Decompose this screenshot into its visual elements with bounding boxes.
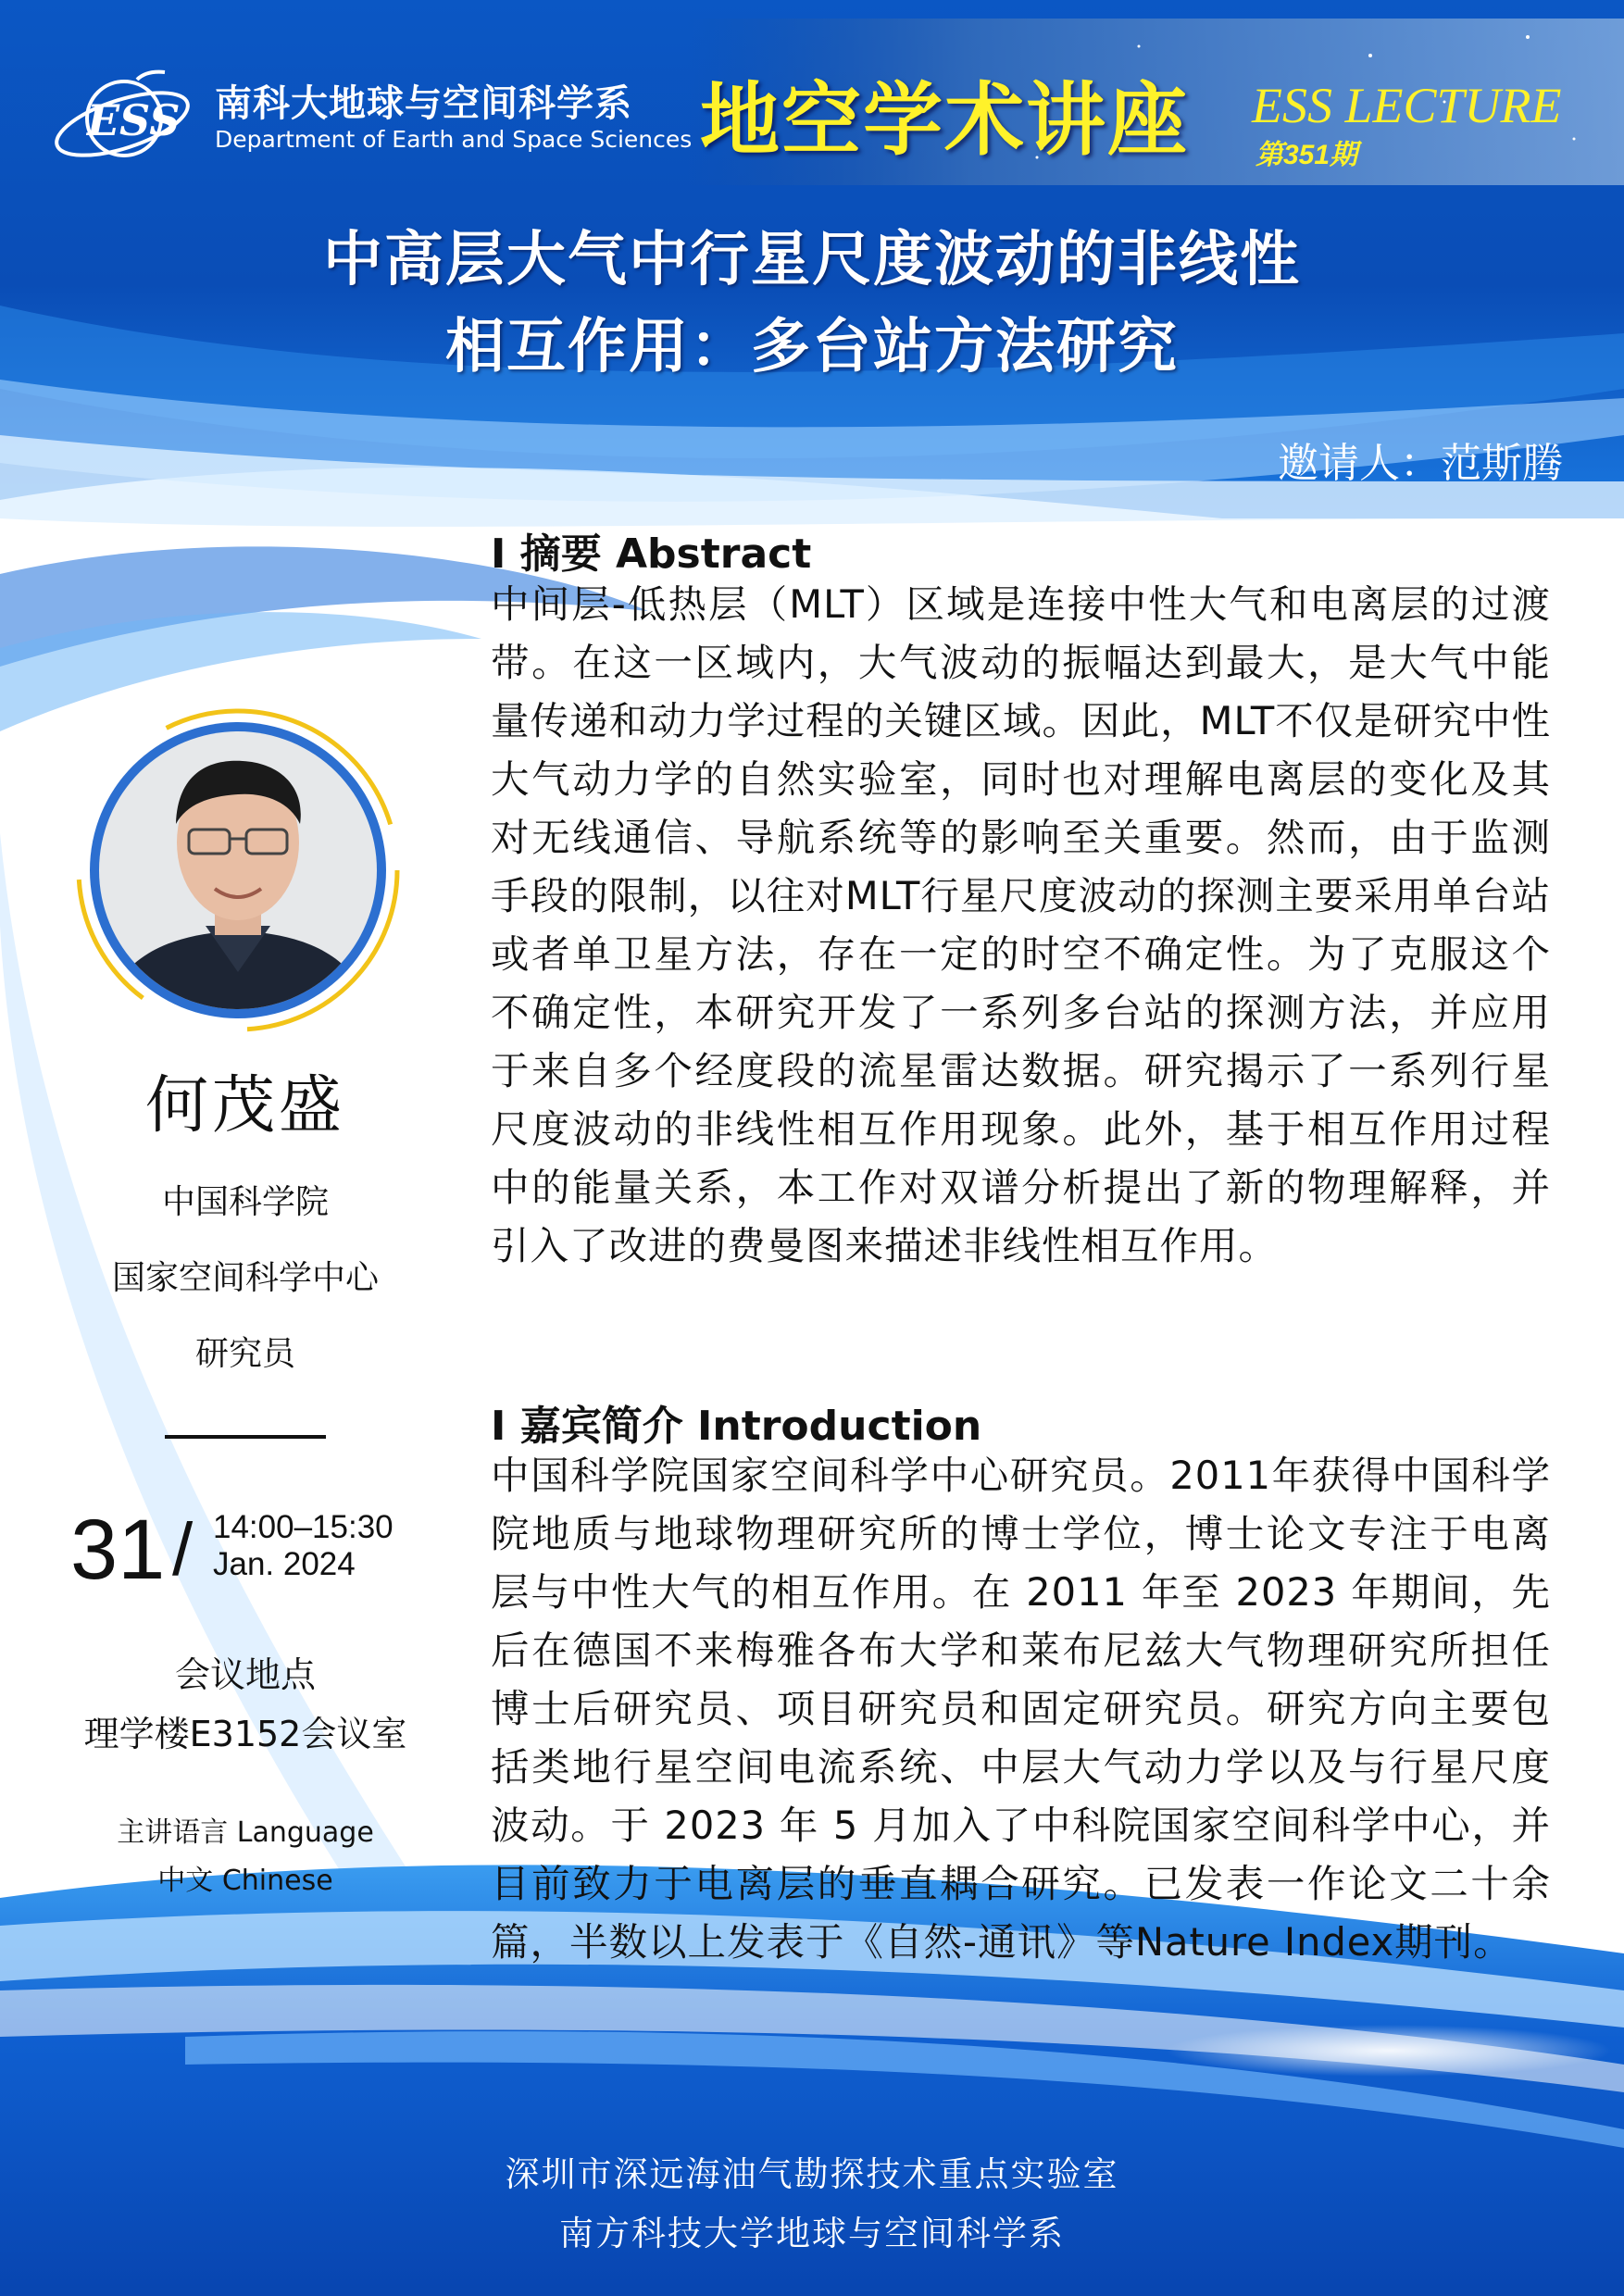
talk-title-line1: 中高层大气中行星尺度波动的非线性 [323, 226, 1301, 294]
ess-logo-icon [48, 67, 206, 168]
speaker-name: 何茂盛 [144, 1069, 345, 1142]
lecture-series-title: 地空学术讲座 [700, 73, 1189, 167]
footer-department: 南方科技大学地球与空间科学系 [559, 2214, 1065, 2253]
issue-number: 第351期 [1255, 140, 1358, 170]
date-slash: / [172, 1508, 194, 1591]
language-label: 主讲语言 Language [117, 1816, 374, 1849]
department-header [48, 67, 692, 168]
event-day: 31 [70, 1503, 166, 1597]
speaker-position: 研究员 [194, 1335, 295, 1373]
talk-title-line2: 相互作用：多台站方法研究 [445, 313, 1179, 381]
language: 中文 Chinese [157, 1865, 333, 1897]
abstract-text: 中间层-低热层（MLT）区域是连接中性大气和电离层的过渡带。在这一区域内，大气波动的振幅达到最大，是大气中能量传递和动力学过程的关键区域。因此，MLT不仅是研究中性大气动力学的自然实验室，同时也对理解电离层的变化及其对无线通信、导航系统等的影响至关重要。然而，由于监测手段的限制，以往对MLT行星尺度波动的探测主要采用单台站或者单卫星方法，存在一定的时空不确定性。为了克服这个不确定性，本研究开发了一系列多台站的探测方法，并应用于来自多个经度段的流星雷达数据。研究揭示了一系列行星尺度波动的非线性相互作用现象。此外，基于相互作用过程中的能量关系，本工作对双谱分析提出了新的物理解释，并引入了改进的费曼图来描述非线性相互作用。 [491, 581, 1551, 1268]
speaker-photo [57, 704, 418, 1037]
footer-lab: 深圳市深远海油气勘探技术重点实验室 [505, 2154, 1119, 2194]
venue: 理学楼E3152会议室 [83, 1714, 407, 1754]
speaker-affiliation-2: 国家空间科学中心 [111, 1259, 379, 1297]
venue-label: 会议地点 [174, 1654, 316, 1695]
introduction-heading: I 嘉宾简介 Introduction [491, 1403, 982, 1450]
abstract-heading: I 摘要 Abstract [491, 530, 812, 578]
department-name-en: Department of Earth and Space Sciences [215, 126, 693, 153]
event-time: 14:00–15:30 [213, 1509, 394, 1545]
department-name-cn: 南科大地球与空间科学系 [215, 82, 632, 125]
event-month-year: Jan. 2024 [213, 1546, 356, 1582]
svg-text:ESS: ESS [87, 95, 181, 145]
introduction-text: 中国科学院国家空间科学中心研究员。2011年获得中国科学院地质与地球物理研究所的博士学位，博士论文专注于电离层与中性大气的相互作用。在 2011 年至 2023 年期间，先后在德国不来梅雅各布大学和莱布尼兹大气物理研究所担任博士后研究员、项目研究员和固定研究员。研究方向主要包括类地行星空间电流系统、中层大气动力学以及与行星尺度波动。于 2023 年 5 月加入了中科院国家空间科学中心，并目前致力于电离层的垂直耦合研究。已发表一作论文二十余篇，半数以上发表于《自然-通讯》等Nature Index期刊。 [491, 1453, 1551, 1965]
divider [165, 1435, 326, 1439]
event-time-block [213, 1509, 394, 1583]
speaker-affiliation-1: 中国科学院 [161, 1183, 329, 1221]
host: 邀请人：范斯腾 [1278, 440, 1563, 487]
lecture-series-en: ESS LECTURE [1252, 78, 1562, 133]
